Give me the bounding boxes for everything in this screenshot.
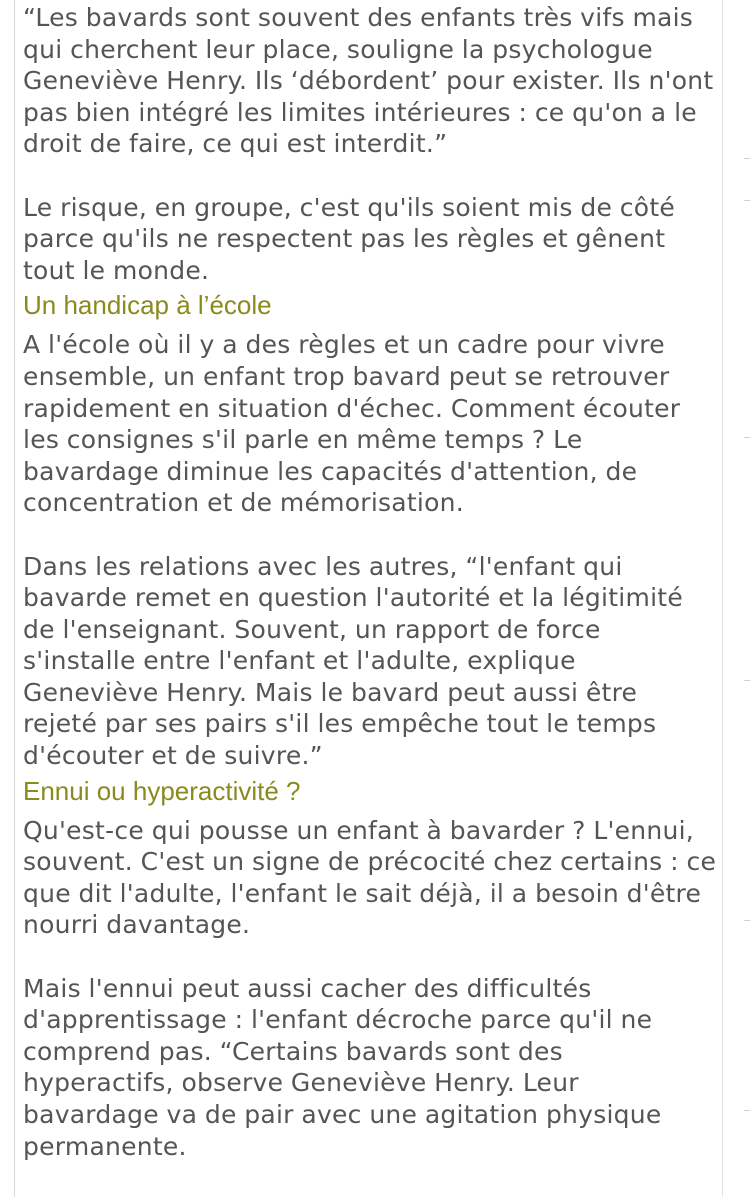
section-heading-handicap: Un handicap à l’école xyxy=(23,290,272,321)
paragraph-relations: Dans les relations avec les autres, “l'enfant qui bavarde remet en question l'autorité et la légitimité de l'enseignant. Souvent, un rapport de force s'installe entre l'enfant et l'adulte, explique Geneviève Henry. Mais le bavard peut aussi être rejeté par ses pairs s'il les empêche tout le temps d'écouter et de suivre.” xyxy=(23,551,683,771)
edge-tick xyxy=(744,200,750,201)
paragraph-quote-intro: “Les bavards sont souvent des enfants très vifs mais qui cherchent leur place, souligne la psychologue Geneviève Henry. Ils ‘débordent’ pour exister. Ils n'ont pas bien intégré les limites intérieures : ce qu'on a le droit de faire, ce qui est interdit.” xyxy=(23,3,714,159)
paragraph-learning-difficulties: Mais l'ennui peut aussi cacher des difficultés d'apprentissage : l'enfant décroche parce qu'il ne comprend pas. “Certains bavards sont des hyperactifs, observe Geneviève Henry. Leur bavardage va de pair avec une agitation physique permanente. xyxy=(23,973,662,1161)
right-border-rule xyxy=(722,0,723,1197)
paragraph-group-risk: Le risque, en groupe, c'est qu'ils soient mis de côté parce qu'ils ne respectent pas les règles et gênent tout le monde. xyxy=(23,192,676,285)
paragraph-boredom: Qu'est-ce qui pousse un enfant à bavarder ? L'ennui, souvent. C'est un signe de précocité chez certains : ce que dit l'adulte, l'enfant le sait déjà, il a besoin d'être nourri davantage. xyxy=(23,815,717,940)
article-body xyxy=(23,2,718,1162)
paragraph-school-rules: A l'école où il y a des règles et un cadre pour vivre ensemble, un enfant trop bavard peut se retrouver rapidement en situation d'échec. Comment écouter les consignes s'il parle en même temps ? Le bavardage diminue les capacités d'attention, de concentration et de mémorisation. xyxy=(23,330,681,518)
edge-tick xyxy=(744,158,750,159)
edge-tick xyxy=(744,1110,750,1111)
left-border-rule xyxy=(14,0,15,1197)
edge-tick xyxy=(744,920,750,921)
edge-tick xyxy=(744,680,750,681)
edge-tick xyxy=(744,437,750,438)
section-heading-boredom: Ennui ou hyperactivité ? xyxy=(23,775,301,806)
